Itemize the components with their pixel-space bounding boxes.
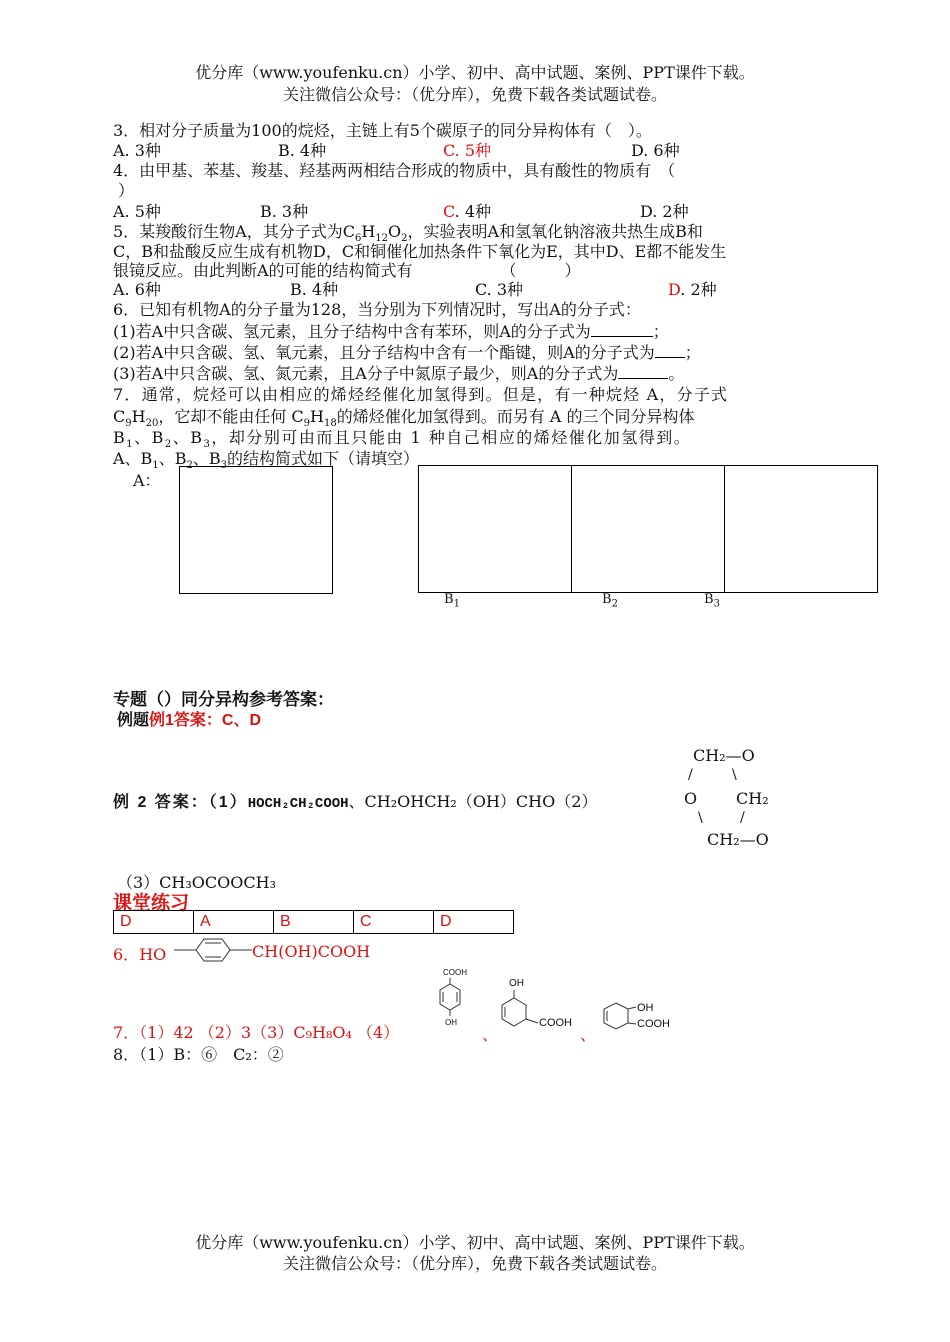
answer-table-row bbox=[114, 911, 514, 934]
q7-sub: 3 bbox=[203, 439, 212, 451]
q7-sub: 1 bbox=[152, 460, 159, 472]
answers-title: 专题（）同分异构参考答案： bbox=[113, 690, 334, 709]
q5-text: ，实验表明A和氢氧化钠溶液共热生成B和 bbox=[407, 222, 703, 241]
ring-top: CH₂—O bbox=[693, 746, 755, 765]
q7-sub: 2 bbox=[186, 460, 193, 472]
q7-label-text: B bbox=[444, 592, 454, 607]
q4-option-a: A. 5种 bbox=[113, 202, 161, 221]
q7-label-b1 bbox=[444, 592, 460, 610]
example-1-prefix: 例题 bbox=[117, 712, 150, 729]
q5-sub: 2 bbox=[401, 233, 408, 245]
ring-backslash-1: \ bbox=[732, 767, 737, 783]
ring-backslash-2: \ bbox=[698, 810, 703, 826]
q6-part-2-end: ； bbox=[684, 343, 701, 362]
example-2-formula-1: HOCH₂CH₂COOH bbox=[247, 796, 349, 812]
structure-2-cooh: COOH bbox=[539, 1017, 572, 1029]
answer-7: 7．（1）42 （2）3（3）C₉H₈O₄ （4） bbox=[113, 1023, 400, 1042]
practice-title: 课堂练习 bbox=[113, 893, 190, 914]
q5-option-d bbox=[668, 277, 717, 300]
q7-label-text: B bbox=[602, 592, 612, 607]
example-2-part-3: （3）CH₃OCOOCH₃ bbox=[117, 873, 276, 892]
q5-text: O bbox=[388, 222, 402, 241]
q7-sub: 9 bbox=[303, 418, 311, 430]
q7-sub: 1 bbox=[126, 439, 135, 451]
q7-label-text: B bbox=[704, 592, 714, 607]
q5-option-d-letter: D bbox=[668, 280, 681, 299]
q7-text: ，却分别可由而且只能由 1 种自己相应的烯烃催化加氢得到。 bbox=[211, 428, 692, 447]
structure-1-cooh: COOH bbox=[443, 968, 467, 977]
header-line-2: 关注微信公众号：（优分库），免费下载各类试题试卷。 bbox=[282, 85, 667, 104]
structure-2-oh: OH bbox=[509, 978, 524, 989]
answer-cell: D bbox=[114, 911, 194, 934]
q6-part-3-text: (3)若A中只含碳、氢、氮元素，且A分子中氮原子最少，则A的分子式为 bbox=[113, 364, 619, 383]
q7-sub: 20 bbox=[145, 418, 159, 430]
q4-option-b: B. 3种 bbox=[260, 202, 309, 221]
q4-option-d: D. 2种 bbox=[640, 202, 689, 221]
answer-6 bbox=[113, 942, 166, 965]
q6-part-1-blank[interactable] bbox=[591, 322, 653, 337]
example-2-answer bbox=[113, 789, 597, 812]
structure-3-oh: OH bbox=[637, 1002, 654, 1014]
example-2-label: 例 2 答案：（1） bbox=[113, 794, 248, 811]
q6-part-2-text: (2)若A中只含碳、氢、氧元素，且分子结构中含有一个酯键，则A的分子式为 bbox=[113, 343, 655, 362]
ring-oxygen: O bbox=[684, 789, 698, 808]
q7-text: 的烯烃催化加氢得到。而另有 A 的三个同分异构体 bbox=[336, 407, 695, 426]
q3-option-d: D. 6种 bbox=[631, 141, 680, 160]
q7-label-b2 bbox=[602, 592, 618, 610]
answer-table bbox=[113, 910, 514, 934]
q7-sub: 3 bbox=[220, 460, 227, 472]
q6-part-3 bbox=[113, 361, 684, 384]
q7-text: ，它却不能由任何 C bbox=[158, 407, 304, 426]
q7-text: 、B bbox=[172, 428, 204, 447]
answer-7-separator-2: 、 bbox=[580, 1025, 597, 1044]
answer-6-ho: HO bbox=[139, 945, 167, 964]
q7-label-sub: 1 bbox=[453, 598, 460, 610]
q5-option-a: A. 6种 bbox=[113, 280, 161, 299]
q6-part-3-end: 。 bbox=[668, 364, 685, 383]
benzene-ring-icon bbox=[174, 936, 254, 966]
answer-cell: A bbox=[194, 911, 274, 934]
q6-part-1 bbox=[113, 319, 669, 342]
q7-text: H bbox=[310, 407, 324, 426]
q7-text: 、B bbox=[134, 428, 165, 447]
header-line-1: 优分库（www.youfenku.cn）小学、初中、高中试题、案例、PPT课件下载。 bbox=[195, 63, 755, 82]
q7-answer-box-a[interactable] bbox=[179, 466, 333, 594]
footer-line-1: 优分库（www.youfenku.cn）小学、初中、高中试题、案例、PPT课件下载。 bbox=[195, 1233, 755, 1252]
q6-part-2 bbox=[113, 340, 701, 363]
structure-1-ring-icon bbox=[430, 978, 470, 1022]
answer-6-rest: CH(OH)COOH bbox=[252, 942, 371, 961]
q7-line-1: 7．通常，烷烃可以由相应的烯烃经催化加氢得到。但是，有一种烷烃 A，分子式 bbox=[113, 385, 729, 404]
q3-option-c: C. 5种 bbox=[443, 141, 492, 160]
q5-sub: 6 bbox=[354, 233, 362, 245]
q7-answer-box-b1[interactable] bbox=[418, 465, 572, 593]
answer-7-separator-1: 、 bbox=[482, 1025, 499, 1044]
q4-option-c-text: . 4种 bbox=[454, 202, 492, 221]
structure-1-oh: OH bbox=[445, 1018, 457, 1027]
ring-ch2: CH₂ bbox=[736, 789, 769, 808]
q7-text: B bbox=[113, 428, 127, 447]
q7-text: A、B bbox=[113, 449, 153, 468]
answer-8: 8．（1）B：⑥ C₂：② bbox=[113, 1045, 284, 1064]
q7-label-sub: 2 bbox=[611, 598, 618, 610]
q7-sub: 18 bbox=[323, 418, 337, 430]
example-1-answer bbox=[117, 707, 261, 730]
answer-cell: C bbox=[354, 911, 434, 934]
example-1-red-text: 例1答案：C、D bbox=[149, 712, 262, 729]
q7-text: C bbox=[113, 407, 126, 426]
q5-text: 5．某羧酸衍生物A，其分子式为C bbox=[113, 222, 355, 241]
q6-part-1-text: (1)若A中只含碳、氢元素，且分子结构中含有苯环，则A的分子式为 bbox=[113, 322, 591, 341]
q3-option-a: A. 3种 bbox=[113, 141, 161, 160]
q5-sub: 12 bbox=[375, 233, 389, 245]
q5-line-2: C，B和盐酸反应生成有机物D，C和铜催化加热条件下氧化为E，其中D、E都不能发生 bbox=[113, 242, 727, 261]
ring-slash-2: / bbox=[740, 810, 745, 826]
q7-label-b3 bbox=[704, 592, 720, 610]
structure-3-cooh: COOH bbox=[637, 1018, 670, 1030]
answer-cell: D bbox=[434, 911, 514, 934]
q7-sub: 9 bbox=[125, 418, 132, 430]
q5-line-3: 银镜反应。由此判断A的可能的结构简式有 （ ） bbox=[113, 261, 581, 280]
structure-2-ring-icon bbox=[494, 990, 542, 1034]
q5-text: H bbox=[361, 222, 376, 241]
q6-part-2-blank[interactable] bbox=[655, 343, 685, 358]
q4-stem-end: ） bbox=[118, 181, 135, 200]
q7-label-a: A： bbox=[133, 471, 161, 490]
q7-sub: 2 bbox=[164, 439, 173, 451]
q3-option-b: B. 4种 bbox=[278, 141, 327, 160]
q7-text: 、B bbox=[158, 449, 187, 468]
q5-option-b: B. 4种 bbox=[290, 280, 339, 299]
q7-answer-box-b2[interactable] bbox=[571, 465, 725, 593]
q7-answer-box-b3[interactable] bbox=[724, 465, 878, 593]
q7-text: H bbox=[131, 407, 146, 426]
answer-cell: B bbox=[274, 911, 354, 934]
q7-label-sub: 3 bbox=[713, 598, 720, 610]
example-2-formula-2: 、CH₂OHCH₂（OH）CHO（2） bbox=[348, 792, 598, 811]
ring-slash-1: / bbox=[688, 767, 693, 783]
q5-option-c: C. 3种 bbox=[475, 280, 524, 299]
structure-3-ring-icon bbox=[598, 1000, 638, 1034]
footer-line-2: 关注微信公众号：（优分库），免费下载各类试题试卷。 bbox=[282, 1254, 667, 1273]
q4-option-c-letter: C bbox=[443, 202, 455, 221]
q5-option-d-text: . 2种 bbox=[680, 280, 717, 299]
q4-stem: 4．由甲基、苯基、羧基、羟基两两相结合形成的物质中，具有酸性的物质有 （ bbox=[113, 161, 676, 180]
ring-bottom: CH₂—O bbox=[707, 830, 769, 849]
q6-part-1-end: ； bbox=[652, 322, 669, 341]
q7-text: 、B bbox=[192, 449, 221, 468]
q6-part-3-blank[interactable] bbox=[618, 364, 668, 379]
q7-text: 的结构简式如下（请填空） bbox=[226, 449, 419, 468]
q3-stem: 3．相对分子质量为100的烷烃，主链上有5个碳原子的同分异构体有（ ）。 bbox=[113, 121, 652, 140]
answer-6-number: 6． bbox=[113, 945, 140, 964]
q6-stem: 6．已知有机物A的分子量为128，当分别为下列情况时，写出A的分子式： bbox=[113, 300, 641, 319]
